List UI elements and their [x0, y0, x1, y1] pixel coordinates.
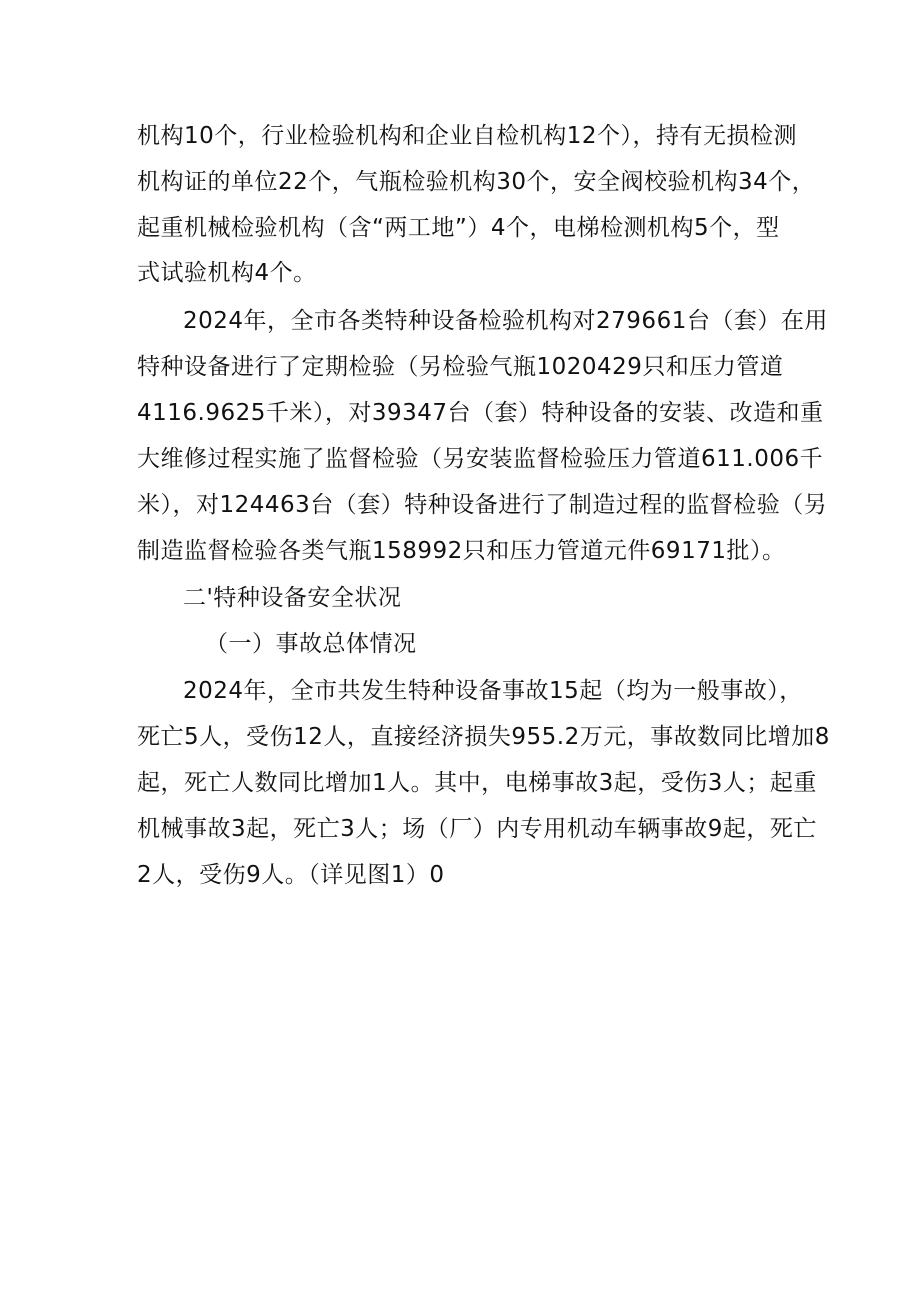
section-heading: 二'特种设备安全状况 [183, 585, 402, 611]
paragraph-3-line-4: 机械事故3起，死亡3人；场（厂）内专用机动车辆事故9起，死亡 [137, 816, 817, 842]
paragraph-2-line-3: 4116.9625千米），对39347台（套）特种设备的安装、改造和重 [137, 400, 824, 426]
paragraph-1-line-1: 机构10个，行业检验机构和企业自检机构12个），持有无损检测 [137, 123, 798, 149]
paragraph-2-line-1: 2024年，全市各类特种设备检验机构对279661台（套）在用 [183, 308, 828, 334]
paragraph-3-line-3: 起，死亡人数同比增加1人。其中，电梯事故3起，受伤3人；起重 [137, 770, 817, 796]
paragraph-3-line-2: 死亡5人，受伤12人，直接经济损失955.2万元，事故数同比增加8 [137, 724, 830, 750]
paragraph-2-line-6: 制造监督检验各类气瓶158992只和压力管道元件69171批）。 [137, 538, 786, 564]
paragraph-2-line-4: 大维修过程实施了监督检验（另安装监督检验压力管道611.006千 [137, 446, 824, 472]
paragraph-3-line-1: 2024年，全市共发生特种设备事故15起（均为一般事故）， [183, 678, 803, 704]
paragraph-3-line-5: 2人，受伤9人。（详见图1）0 [137, 862, 445, 888]
subsection-heading: （一）事故总体情况 [205, 631, 417, 657]
paragraph-2-line-2: 特种设备进行了定期检验（另检验气瓶1020429只和压力管道 [137, 354, 784, 380]
paragraph-1-line-3: 起重机械检验机构（含“两工地”）4个，电梯检测机构5个，型 [137, 215, 780, 241]
paragraph-2-line-5: 米），对124463台（套）特种设备进行了制造过程的监督检验（另 [137, 492, 828, 518]
paragraph-1-line-2: 机构证的单位22个，气瓶检验机构30个，安全阀校验机构34个， [137, 169, 816, 195]
paragraph-1-line-4: 式试验机构4个。 [137, 260, 317, 286]
